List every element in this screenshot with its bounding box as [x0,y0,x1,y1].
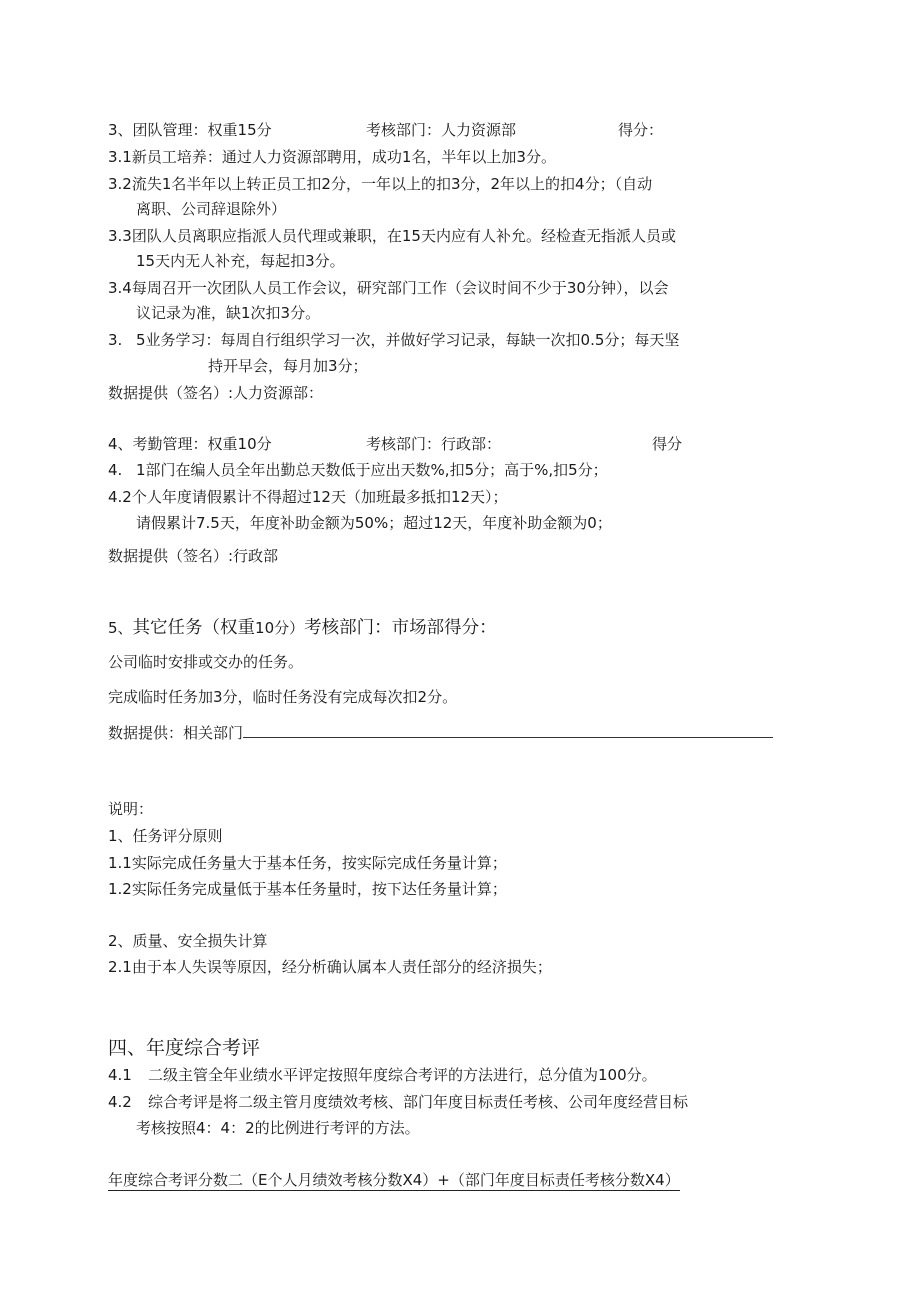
notes-item-2-1: 2.1由于本人失误等原因，经分析确认属本人责任部分的经济损失； [108,958,552,976]
section3-item5-line1: 5业务学习：每周自行组织学习一次，并做好学习记录，每缺一次扣0.5分；每天坚 [136,331,680,349]
section3-dept: 考核部门：人力资源部 [366,121,517,139]
section3-provider: 数据提供（签名）:人力资源部： [108,384,324,402]
annual-review-4-1-number: 4.1 [108,1066,132,1084]
annual-review-formula [108,1170,680,1190]
notes-title: 说明： [108,800,154,818]
section3-score: 得分： [618,121,664,139]
section3-item1: 3.1新员工培养：通过人力资源部聘用，成功1名，半年以上加3分。 [108,148,556,166]
section4-dept: 考核部门：行政部： [366,435,502,453]
annual-review-4-1: 二级主管全年业绩水平评定按照年度综合考评的方法进行，总分值为100分。 [148,1066,657,1084]
annual-review-formula-text: 年度综合考评分数二（E个人月绩效考核分数X4）+（部门年度目标责任考核分数X4） [108,1171,680,1189]
section5-title-number: 5、 [108,619,133,637]
section4-item2: 4.2个人年度请假累计不得超过12天（加班最多抵扣12天）； [108,488,508,506]
annual-review-4-2-line2: 考核按照4：4：2的比例进行考评的方法。 [136,1119,420,1137]
signature-line [243,722,773,738]
section5-provider-label: 数据提供：相关部门 [108,724,244,742]
section4-item3: 请假累计7.5天，年度补助金额为50%；超过12天，年度补助金额为0； [136,514,612,532]
section4-item1-number: 4. [108,461,123,479]
notes-item-1-1: 1.1实际完成任务量大于基本任务，按实际完成任务量计算； [108,854,507,872]
section3-title: 3、团队管理：权重15分 [108,121,272,139]
section5-provider [108,722,773,743]
section5-line2: 完成临时任务加3分，临时任务没有完成每次扣2分。 [108,688,458,706]
section3-item4-line2: 议记录为准，缺1次扣3分。 [136,304,321,322]
section3-item3-line2: 15天内无人补充，每起扣3分。 [136,252,345,270]
section3-item5-number: 3. [108,331,123,349]
section4-item1: 1部门在编人员全年出勤总天数低于应出天数%,扣5分；高于%,扣5分； [136,461,608,479]
section5-title-dept: 考核部门：市场部得分： [304,618,497,638]
section4-title: 4、考勤管理：权重10分 [108,435,272,453]
notes-heading-2: 2、质量、安全损失计算 [108,932,268,950]
annual-review-4-2-number: 4.2 [108,1093,132,1111]
annual-review-title: 四、年度综合考评 [108,1037,261,1059]
notes-heading-1: 1、任务评分原则 [108,827,223,845]
section4-score: 得分 [652,435,683,453]
section3-item5-line2: 持开早会，每月加3分； [208,357,368,375]
section3-item4-line1: 3.4每周召开一次团队人员工作会议，研究部门工作（会议时间不少于30分钟），以会 [108,279,669,297]
section5-line1: 公司临时安排或交办的任务。 [108,653,304,671]
section4-provider: 数据提供（签名）:行政部 [108,547,279,565]
section3-item2-line1: 3.2流失1名半年以上转正员工扣2分，一年以上的扣3分，2年以上的扣4分；（自动 [108,175,653,193]
section5-title-weight: 10分） [255,619,305,637]
section3-item2-line2: 离职、公司辞退除外） [136,200,287,218]
notes-item-1-2: 1.2实际任务完成量低于基本任务量时，按下达任务量计算； [108,880,507,898]
annual-review-4-2-line1: 综合考评是将二级主管月度绩效考核、部门年度目标责任考核、公司年度经营目标 [148,1093,689,1111]
section5-title [108,616,497,640]
section3-item3-line1: 3.3团队人员离职应指派人员代理或兼职，在15天内应有人补允。经检查无指派人员或 [108,227,676,245]
section5-title-text: 其它任务（权重 [132,618,256,638]
